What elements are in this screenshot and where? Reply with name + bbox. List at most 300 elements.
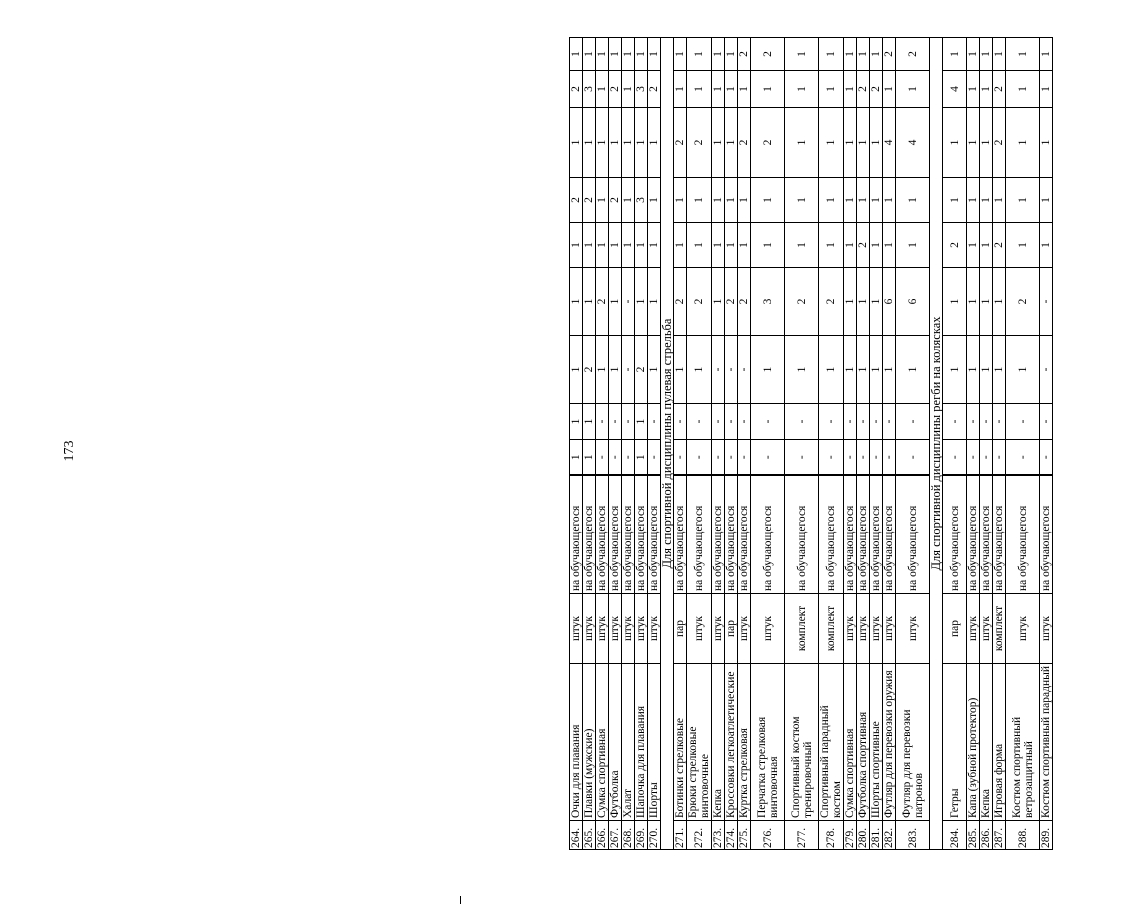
value-cell: - <box>725 404 738 440</box>
value-cell: 2 <box>596 268 609 336</box>
value-cell: 1 <box>648 268 661 336</box>
value-cell: - <box>622 440 635 476</box>
value-cell: 1 <box>751 178 785 223</box>
item-name: Халат <box>622 664 635 821</box>
item-name: Капа (зубной протектор) <box>967 664 980 821</box>
unit-cell: штук <box>1040 594 1053 664</box>
allocation-cell: на обучающегося <box>648 476 661 594</box>
value-cell: 1 <box>870 108 883 178</box>
unit-cell: комплект <box>785 594 819 664</box>
value-cell: 1 <box>870 336 883 404</box>
allocation-cell: на обучающегося <box>725 476 738 594</box>
table-row <box>570 38 583 850</box>
value-cell: 1 <box>819 71 844 108</box>
item-name: Шапочка для плавания <box>635 664 648 821</box>
section-title: Для спортивной дисциплины пулевая стрельба <box>661 38 674 850</box>
unit-cell: штук <box>583 594 596 664</box>
value-cell: - <box>712 404 725 440</box>
page-number: 173 <box>62 440 77 462</box>
value-cell: 1 <box>687 223 712 268</box>
value-cell: 3 <box>635 178 648 223</box>
value-cell: 1 <box>635 268 648 336</box>
value-cell: 1 <box>844 336 857 404</box>
value-cell: 1 <box>980 38 993 71</box>
allocation-cell: на обучающегося <box>857 476 870 594</box>
value-cell: - <box>738 404 751 440</box>
value-cell: 1 <box>583 440 596 476</box>
value-cell: 1 <box>967 108 980 178</box>
value-cell: 4 <box>943 71 967 108</box>
item-name: Футболка спортивная <box>857 664 870 821</box>
value-cell: 1 <box>570 223 583 268</box>
item-name: Шорты <box>648 664 661 821</box>
value-cell: 1 <box>1006 108 1040 178</box>
item-name: Перчатка стрелковая винтовочная <box>751 664 785 821</box>
value-cell: - <box>819 440 844 476</box>
value-cell: 1 <box>980 268 993 336</box>
row-number: 277. <box>785 821 819 850</box>
value-cell: 1 <box>712 71 725 108</box>
value-cell: 1 <box>674 38 687 71</box>
value-cell: 1 <box>844 38 857 71</box>
value-cell: 1 <box>583 38 596 71</box>
value-cell: 1 <box>609 268 622 336</box>
table-row <box>674 38 687 850</box>
value-cell: 2 <box>674 108 687 178</box>
allocation-cell: на обучающегося <box>1006 476 1040 594</box>
row-number: 289. <box>1040 821 1053 850</box>
item-name: Спортивный костюм тренировочный <box>785 664 819 821</box>
value-cell: 1 <box>583 268 596 336</box>
value-cell: - <box>751 440 785 476</box>
value-cell: 1 <box>883 223 896 268</box>
value-cell: 1 <box>993 38 1006 71</box>
value-cell: 1 <box>622 223 635 268</box>
value-cell: 2 <box>870 71 883 108</box>
value-cell: 2 <box>993 108 1006 178</box>
value-cell: 1 <box>648 336 661 404</box>
value-cell: - <box>785 440 819 476</box>
row-number: 269. <box>635 821 648 850</box>
value-cell: - <box>712 440 725 476</box>
row-number: 281. <box>870 821 883 850</box>
scan-edge-mark <box>460 896 461 904</box>
value-cell: 1 <box>725 223 738 268</box>
table-row <box>896 38 930 850</box>
unit-cell: штук <box>967 594 980 664</box>
allocation-cell: на обучающегося <box>883 476 896 594</box>
unit-cell: штук <box>622 594 635 664</box>
value-cell: 1 <box>883 71 896 108</box>
value-cell: 1 <box>738 71 751 108</box>
table-row <box>819 38 844 850</box>
value-cell: 1 <box>622 178 635 223</box>
value-cell: - <box>1040 268 1053 336</box>
item-name: Гетры <box>943 664 967 821</box>
item-name: Кепка <box>980 664 993 821</box>
row-number: 276. <box>751 821 785 850</box>
table-row <box>622 38 635 850</box>
value-cell: 1 <box>674 178 687 223</box>
row-number: 274. <box>725 821 738 850</box>
row-number: 282. <box>883 821 896 850</box>
value-cell: 1 <box>570 108 583 178</box>
row-number: 267. <box>609 821 622 850</box>
unit-cell: штук <box>870 594 883 664</box>
value-cell: 1 <box>819 336 844 404</box>
value-cell: 1 <box>596 178 609 223</box>
value-cell: 1 <box>687 336 712 404</box>
value-cell: 1 <box>993 268 1006 336</box>
table-row <box>738 38 751 850</box>
value-cell: 1 <box>785 178 819 223</box>
table-row <box>1006 38 1040 850</box>
value-cell: 1 <box>896 336 930 404</box>
value-cell: - <box>967 404 980 440</box>
value-cell: 1 <box>980 71 993 108</box>
item-name: Шорты спортивные <box>870 664 883 821</box>
value-cell: 1 <box>635 223 648 268</box>
value-cell: - <box>725 440 738 476</box>
value-cell: 1 <box>819 108 844 178</box>
item-name: Очки для плавания <box>570 664 583 821</box>
row-number: 284. <box>943 821 967 850</box>
value-cell: 1 <box>844 268 857 336</box>
value-cell: 1 <box>943 178 967 223</box>
section-header-row <box>930 38 943 850</box>
unit-cell: штук <box>896 594 930 664</box>
value-cell: 1 <box>1006 71 1040 108</box>
allocation-cell: на обучающегося <box>609 476 622 594</box>
value-cell: 1 <box>609 336 622 404</box>
value-cell: 2 <box>751 108 785 178</box>
value-cell: 1 <box>967 178 980 223</box>
value-cell: 1 <box>712 268 725 336</box>
value-cell: 1 <box>896 178 930 223</box>
value-cell: 4 <box>896 108 930 178</box>
value-cell: - <box>1040 440 1053 476</box>
table-row <box>1040 38 1053 850</box>
unit-cell: штук <box>712 594 725 664</box>
value-cell: 2 <box>896 38 930 71</box>
value-cell: 1 <box>967 71 980 108</box>
row-number: 283. <box>896 821 930 850</box>
item-name: Ботинки стрелковые <box>674 664 687 821</box>
value-cell: 1 <box>1006 178 1040 223</box>
value-cell: 1 <box>687 38 712 71</box>
table-row <box>943 38 967 850</box>
value-cell: 1 <box>596 38 609 71</box>
value-cell: 2 <box>583 336 596 404</box>
value-cell: 1 <box>609 223 622 268</box>
table-row <box>648 38 661 850</box>
item-name: Футляр для перевозки оружия <box>883 664 896 821</box>
value-cell: 1 <box>570 404 583 440</box>
table-row <box>596 38 609 850</box>
value-cell: 1 <box>857 336 870 404</box>
value-cell: - <box>980 440 993 476</box>
value-cell: 2 <box>883 38 896 71</box>
value-cell: - <box>738 440 751 476</box>
row-number: 268. <box>622 821 635 850</box>
unit-cell: штук <box>570 594 583 664</box>
allocation-cell: на обучающегося <box>943 476 967 594</box>
allocation-cell: на обучающегося <box>967 476 980 594</box>
value-cell: 2 <box>857 71 870 108</box>
value-cell: 1 <box>844 108 857 178</box>
value-cell: - <box>1006 440 1040 476</box>
row-number: 279. <box>844 821 857 850</box>
value-cell: 1 <box>883 178 896 223</box>
value-cell: 1 <box>943 38 967 71</box>
value-cell: 1 <box>943 268 967 336</box>
table-row <box>785 38 819 850</box>
value-cell: - <box>1040 404 1053 440</box>
unit-cell: пар <box>674 594 687 664</box>
value-cell: 1 <box>635 440 648 476</box>
table-row <box>883 38 896 850</box>
table-row <box>980 38 993 850</box>
value-cell: 1 <box>980 178 993 223</box>
unit-cell: штук <box>687 594 712 664</box>
value-cell: 2 <box>819 268 844 336</box>
value-cell: - <box>844 404 857 440</box>
value-cell: 3 <box>583 71 596 108</box>
allocation-cell: на обучающегося <box>570 476 583 594</box>
row-number: 264. <box>570 821 583 850</box>
item-name: Сумка спортивная <box>596 664 609 821</box>
unit-cell: штук <box>980 594 993 664</box>
row-number: 280. <box>857 821 870 850</box>
value-cell: - <box>870 404 883 440</box>
item-name: Плавки (мужские) <box>583 664 596 821</box>
allocation-cell: на обучающегося <box>870 476 883 594</box>
value-cell: - <box>844 440 857 476</box>
row-number: 265. <box>583 821 596 850</box>
value-cell: 1 <box>622 108 635 178</box>
unit-cell: пар <box>943 594 967 664</box>
value-cell: - <box>622 268 635 336</box>
value-cell: 1 <box>622 71 635 108</box>
table-row <box>870 38 883 850</box>
value-cell: 1 <box>725 38 738 71</box>
row-number: 285. <box>967 821 980 850</box>
row-number: 271. <box>674 821 687 850</box>
value-cell: 1 <box>725 178 738 223</box>
table-row <box>844 38 857 850</box>
value-cell: - <box>622 336 635 404</box>
value-cell: 1 <box>785 223 819 268</box>
value-cell: - <box>1040 336 1053 404</box>
unit-cell: штук <box>596 594 609 664</box>
value-cell: 1 <box>712 38 725 71</box>
allocation-cell: на обучающегося <box>738 476 751 594</box>
value-cell: 2 <box>570 178 583 223</box>
value-cell: 2 <box>738 268 751 336</box>
value-cell: 2 <box>570 71 583 108</box>
value-cell: - <box>687 440 712 476</box>
value-cell: 1 <box>751 336 785 404</box>
value-cell: 4 <box>883 108 896 178</box>
value-cell: 1 <box>993 336 1006 404</box>
value-cell: 1 <box>570 268 583 336</box>
value-cell: 1 <box>583 108 596 178</box>
value-cell: 1 <box>635 38 648 71</box>
value-cell: 2 <box>687 108 712 178</box>
value-cell: 1 <box>596 108 609 178</box>
value-cell: 2 <box>738 38 751 71</box>
value-cell: - <box>943 440 967 476</box>
table-row <box>751 38 785 850</box>
value-cell: 1 <box>583 404 596 440</box>
value-cell: 1 <box>609 38 622 71</box>
value-cell: 2 <box>609 178 622 223</box>
value-cell: 1 <box>596 223 609 268</box>
allocation-cell: на обучающегося <box>674 476 687 594</box>
value-cell: 1 <box>738 178 751 223</box>
value-cell: 2 <box>609 71 622 108</box>
value-cell: 1 <box>943 336 967 404</box>
item-name: Кепка <box>712 664 725 821</box>
value-cell: 1 <box>570 440 583 476</box>
value-cell: 1 <box>1040 108 1053 178</box>
item-name: Кроссовки легкоатлетические <box>725 664 738 821</box>
allocation-cell: на обучающегося <box>1040 476 1053 594</box>
value-cell: 1 <box>870 268 883 336</box>
value-cell: 1 <box>570 38 583 71</box>
allocation-cell: на обучающегося <box>687 476 712 594</box>
row-number: 270. <box>648 821 661 850</box>
row-number: 273. <box>712 821 725 850</box>
value-cell: - <box>751 404 785 440</box>
value-cell: 1 <box>857 38 870 71</box>
value-cell: - <box>883 404 896 440</box>
value-cell: 1 <box>570 336 583 404</box>
value-cell: - <box>712 336 725 404</box>
section-header-row <box>661 38 674 850</box>
allocation-cell: на обучающегося <box>980 476 993 594</box>
value-cell: 1 <box>785 336 819 404</box>
table-row <box>725 38 738 850</box>
value-cell: - <box>785 404 819 440</box>
value-cell: 3 <box>751 268 785 336</box>
value-cell: 2 <box>725 268 738 336</box>
table-row <box>967 38 980 850</box>
value-cell: 1 <box>635 108 648 178</box>
value-cell: 1 <box>967 336 980 404</box>
value-cell: - <box>674 404 687 440</box>
value-cell: 2 <box>583 178 596 223</box>
item-name: Костюм спортивный ветрозащитный <box>1006 664 1040 821</box>
item-name: Футляр для перевозки патронов <box>896 664 930 821</box>
value-cell: - <box>993 440 1006 476</box>
row-number: 287. <box>993 821 1006 850</box>
table-row <box>857 38 870 850</box>
value-cell: 1 <box>844 178 857 223</box>
value-cell: - <box>1006 404 1040 440</box>
value-cell: 1 <box>1006 223 1040 268</box>
value-cell: - <box>967 440 980 476</box>
value-cell: 2 <box>857 223 870 268</box>
value-cell: 1 <box>967 268 980 336</box>
unit-cell: комплект <box>819 594 844 664</box>
value-cell: 1 <box>1040 71 1053 108</box>
value-cell: 1 <box>1040 38 1053 71</box>
value-cell: 1 <box>687 71 712 108</box>
allocation-cell: на обучающегося <box>712 476 725 594</box>
value-cell: 6 <box>883 268 896 336</box>
row-number: 278. <box>819 821 844 850</box>
allocation-cell: на обучающегося <box>751 476 785 594</box>
value-cell: 2 <box>687 268 712 336</box>
value-cell: - <box>648 440 661 476</box>
value-cell: - <box>622 404 635 440</box>
value-cell: - <box>596 404 609 440</box>
unit-cell: штук <box>738 594 751 664</box>
value-cell: 1 <box>596 71 609 108</box>
value-cell: 2 <box>943 223 967 268</box>
value-cell: 2 <box>785 268 819 336</box>
table-row <box>687 38 712 850</box>
value-cell: 1 <box>725 71 738 108</box>
unit-cell: штук <box>609 594 622 664</box>
section-title: Для спортивной дисциплины регби на колясках <box>930 38 943 850</box>
value-cell: 1 <box>896 71 930 108</box>
value-cell: 1 <box>785 38 819 71</box>
value-cell: 1 <box>609 108 622 178</box>
value-cell: 1 <box>648 178 661 223</box>
value-cell: 1 <box>674 223 687 268</box>
value-cell: 1 <box>980 108 993 178</box>
value-cell: 1 <box>993 178 1006 223</box>
value-cell: - <box>993 404 1006 440</box>
allocation-cell: на обучающегося <box>622 476 635 594</box>
value-cell: 1 <box>751 71 785 108</box>
value-cell: 1 <box>583 223 596 268</box>
value-cell: - <box>674 440 687 476</box>
item-name: Футболка <box>609 664 622 821</box>
value-cell: 1 <box>819 38 844 71</box>
row-number: 275. <box>738 821 751 850</box>
value-cell: - <box>725 336 738 404</box>
item-name: Сумка спортивная <box>844 664 857 821</box>
value-cell: - <box>870 440 883 476</box>
item-name: Игровая форма <box>993 664 1006 821</box>
value-cell: 3 <box>635 71 648 108</box>
value-cell: 1 <box>1040 178 1053 223</box>
item-name: Костюм спортивный парадный <box>1040 664 1053 821</box>
value-cell: 1 <box>819 223 844 268</box>
value-cell: - <box>609 404 622 440</box>
row-number: 266. <box>596 821 609 850</box>
value-cell: 1 <box>674 71 687 108</box>
value-cell: 1 <box>648 38 661 71</box>
value-cell: 1 <box>896 223 930 268</box>
row-number: 272. <box>687 821 712 850</box>
unit-cell: штук <box>635 594 648 664</box>
item-name: Куртка стрелковая <box>738 664 751 821</box>
table-row <box>993 38 1006 850</box>
value-cell: 1 <box>1040 223 1053 268</box>
value-cell: 2 <box>1006 268 1040 336</box>
value-cell: - <box>596 440 609 476</box>
value-cell: 1 <box>648 223 661 268</box>
value-cell: 6 <box>896 268 930 336</box>
allocation-cell: на обучающегося <box>844 476 857 594</box>
value-cell: 2 <box>993 223 1006 268</box>
value-cell: 1 <box>738 223 751 268</box>
value-cell: 2 <box>751 38 785 71</box>
